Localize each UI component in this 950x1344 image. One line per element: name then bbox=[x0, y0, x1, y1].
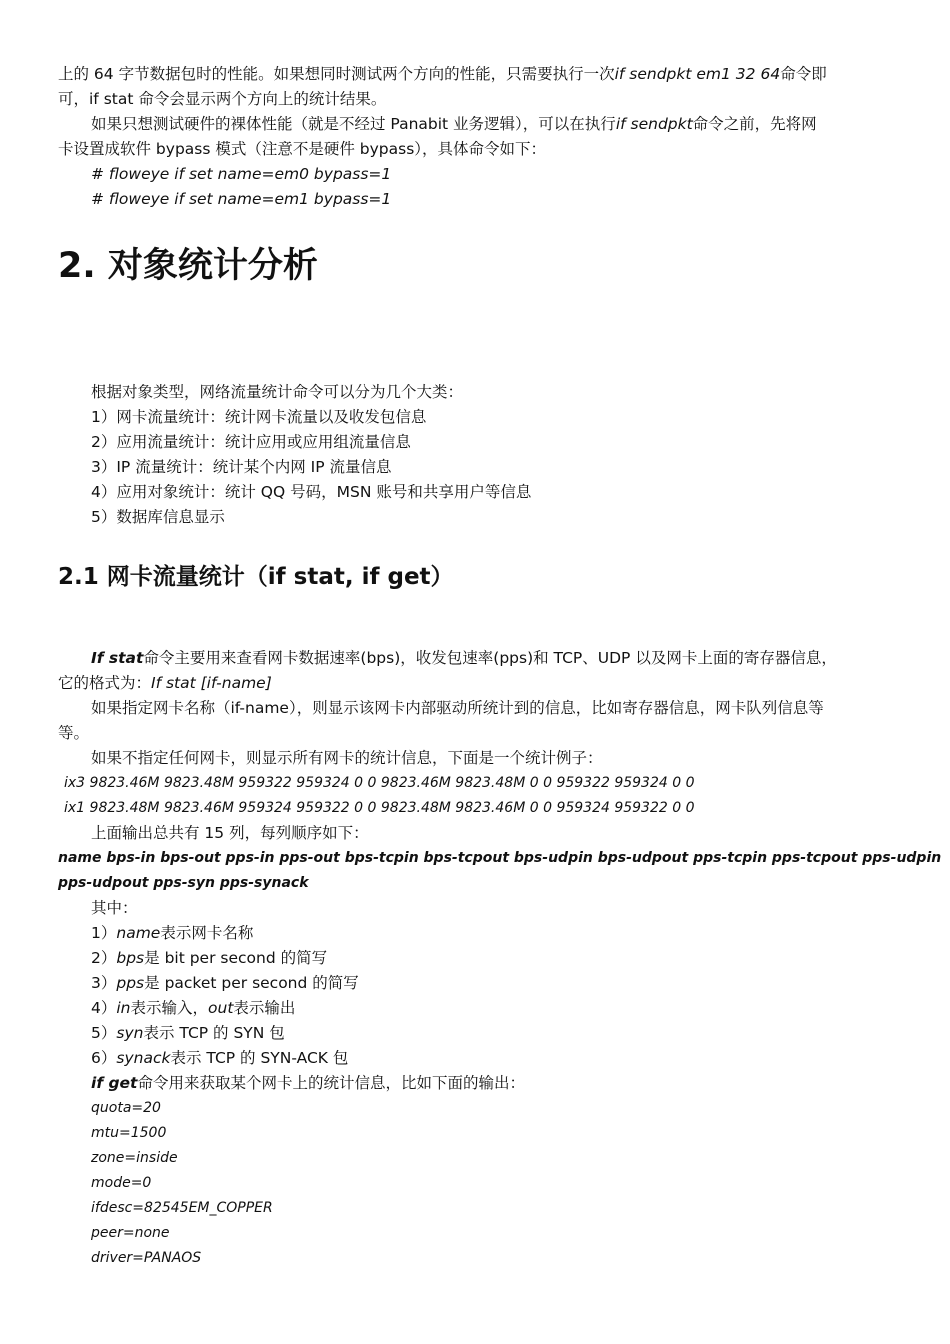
paragraph-line: 上面输出总共有 15 列，每列顺序如下： bbox=[91, 824, 369, 842]
column-list: pps-udpout pps-syn pps-synack bbox=[58, 875, 309, 891]
item-number: 6） bbox=[91, 1049, 117, 1067]
definition-item bbox=[91, 971, 931, 996]
paragraph-line: 根据对象类型，网络流量统计命令可以分为几个大类： bbox=[91, 383, 464, 401]
output-line: zone=inside bbox=[91, 1150, 178, 1166]
list-item: 2）应用流量统计：统计应用或应用组流量信息 bbox=[91, 433, 411, 451]
text: 命令用来获取某个网卡上的统计信息，比如下面的输出： bbox=[137, 1074, 525, 1092]
output-line: mode=0 bbox=[91, 1175, 152, 1191]
paragraph-line bbox=[91, 646, 931, 671]
subsection-heading: 2.1 网卡流量统计（if stat, if get） bbox=[58, 564, 454, 590]
text: 如果只想测试硬件的裸体性能（就是不经过 Panabit 业务逻辑），可以在执行 bbox=[91, 115, 616, 133]
item-number: 5） bbox=[91, 1024, 117, 1042]
definition-item bbox=[91, 946, 931, 971]
item-number: 3） bbox=[91, 974, 117, 992]
command-line: # floweye if set name=em1 bypass=1 bbox=[91, 190, 392, 208]
paragraph-line bbox=[58, 671, 898, 696]
list-item: 5）数据库信息显示 bbox=[91, 508, 225, 526]
output-line: ix1 9823.48M 9823.46M 959324 959322 0 0 9823.48M 9823.46M 0 0 959324 959322 0 0 bbox=[64, 800, 695, 816]
term-description: 是 bit per second 的简写 bbox=[144, 949, 328, 967]
command-line: # floweye if set name=em0 bypass=1 bbox=[91, 165, 392, 183]
term: out bbox=[208, 999, 234, 1017]
output-line: mtu=1500 bbox=[91, 1125, 167, 1141]
section-heading: 2. 对象统计分析 bbox=[58, 246, 318, 286]
term: name bbox=[116, 924, 161, 942]
item-number: 4） bbox=[91, 999, 117, 1017]
text: 上的 64 字节数据包时的性能。如果想同时测试两个方向的性能，只需要执行一次 bbox=[58, 65, 615, 83]
paragraph-line: 等。 bbox=[58, 724, 90, 742]
term: pps bbox=[116, 974, 145, 992]
term-description: 是 packet per second 的简写 bbox=[144, 974, 359, 992]
term: in bbox=[116, 999, 131, 1017]
paragraph-line bbox=[58, 62, 898, 87]
output-line: ifdesc=82545EM_COPPER bbox=[91, 1200, 273, 1216]
column-list: name bps-in bps-out pps-in pps-out bps-tcpin bps-tcpout bps-udpin bps-udpout pps-tcpin pps-tcpout pps-udpin bbox=[58, 850, 942, 866]
text: 命令主要用来查看网卡数据速率(bps)，收发包速率(pps)和 TCP、UDP 以及网卡上面的寄存器信息， bbox=[143, 649, 837, 667]
term: syn bbox=[116, 1024, 144, 1042]
definition-item bbox=[91, 996, 931, 1021]
output-line: driver=PANAOS bbox=[91, 1250, 202, 1266]
paragraph-line: 可，if stat 命令会显示两个方向上的统计结果。 bbox=[58, 90, 387, 108]
paragraph-line: 其中： bbox=[91, 899, 138, 917]
term-description: 表示网卡名称 bbox=[160, 924, 254, 942]
term: bps bbox=[116, 949, 145, 967]
term-description: 表示输出 bbox=[233, 999, 296, 1017]
term: synack bbox=[116, 1049, 171, 1067]
term-description: 表示 TCP 的 SYN-ACK 包 bbox=[170, 1049, 349, 1067]
command-inline: if get bbox=[91, 1074, 138, 1092]
item-number: 1） bbox=[91, 924, 117, 942]
term-description: 表示输入， bbox=[130, 999, 209, 1017]
list-item: 1）网卡流量统计：统计网卡流量以及收发包信息 bbox=[91, 408, 427, 426]
paragraph-line: 如果指定网卡名称（if-name），则显示该网卡内部驱动所统计到的信息，比如寄存器信息，网卡队列信息等 bbox=[91, 699, 824, 717]
list-item: 3）IP 流量统计：统计某个内网 IP 流量信息 bbox=[91, 458, 392, 476]
output-line: peer=none bbox=[91, 1225, 170, 1241]
paragraph-line bbox=[91, 112, 931, 137]
definition-item bbox=[91, 1021, 931, 1046]
command-inline: If stat bbox=[91, 649, 144, 667]
command-inline: if sendpkt bbox=[615, 115, 693, 133]
paragraph-line: 卡设置成软件 bypass 模式（注意不是硬件 bypass），具体命令如下： bbox=[58, 140, 547, 158]
definition-item bbox=[91, 921, 931, 946]
output-line: quota=20 bbox=[91, 1100, 161, 1116]
term-description: 表示 TCP 的 SYN 包 bbox=[143, 1024, 285, 1042]
list-item: 4）应用对象统计：统计 QQ 号码，MSN 账号和共享用户等信息 bbox=[91, 483, 532, 501]
text: 命令即 bbox=[780, 65, 827, 83]
text: 它的格式为： bbox=[58, 674, 152, 692]
command-format: If stat [if-name] bbox=[151, 674, 272, 692]
command-inline: if sendpkt em1 32 64 bbox=[614, 65, 781, 83]
paragraph-line: 如果不指定任何网卡，则显示所有网卡的统计信息，下面是一个统计例子： bbox=[91, 749, 603, 767]
paragraph-line bbox=[91, 1071, 931, 1096]
item-number: 2） bbox=[91, 949, 117, 967]
definition-item bbox=[91, 1046, 931, 1071]
output-line: ix3 9823.46M 9823.48M 959322 959324 0 0 9823.46M 9823.48M 0 0 959322 959324 0 0 bbox=[64, 775, 695, 791]
text: 命令之前，先将网 bbox=[692, 115, 817, 133]
